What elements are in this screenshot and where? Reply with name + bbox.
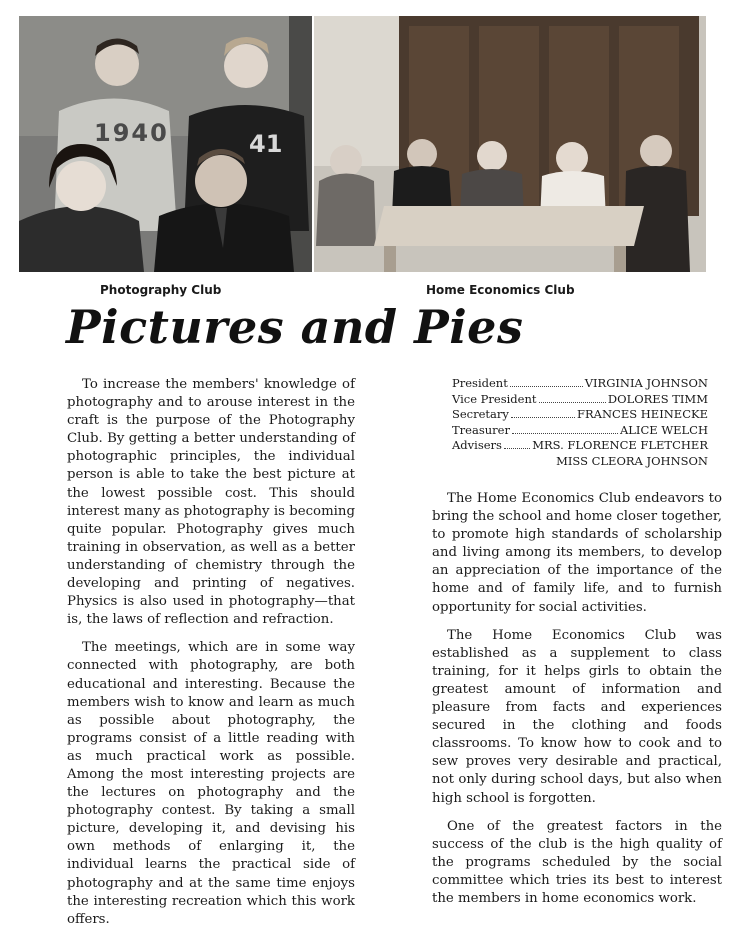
officer-name: FRANCES HEINECKE bbox=[577, 407, 708, 422]
page-headline: Pictures and Pies bbox=[66, 300, 524, 354]
officer-row bbox=[452, 423, 708, 439]
officer-role: Vice President bbox=[452, 391, 537, 406]
photography-club-photo bbox=[19, 16, 312, 272]
home-ec-paragraph-2: The Home Economics Club was established as a supplement to class training, for it helps girls to obtain the greatest amount of information and pleasure from facts and experiences secured in the clothing and foods classrooms. To know how to cook and to sew proves very desirable and practical, not only during school days, but also when high school is forgotten. bbox=[432, 627, 722, 806]
home-ec-paragraph-1: The Home Economics Club endeavors to bring the school and home closer together, to promote high standards of scholarship and living among its members, to develop an appreciation of the importance of the home and of family life, and to furnish opportunity for social activities. bbox=[432, 491, 722, 615]
home-economics-club-caption: Home Economics Club bbox=[426, 283, 575, 297]
officer-row bbox=[452, 392, 708, 408]
photography-club-caption: Photography Club bbox=[100, 283, 222, 297]
officer-role: Treasurer bbox=[452, 422, 510, 437]
officer-name: ALICE WELCH bbox=[619, 422, 708, 437]
officer-name: VIRGINIA JOHNSON bbox=[584, 376, 708, 390]
officer-row bbox=[452, 376, 708, 392]
home-economics-club-photo-art bbox=[314, 16, 706, 272]
sweater-lettering-41: 41 bbox=[249, 130, 283, 158]
officer-role: Secretary bbox=[452, 407, 509, 422]
officer-row bbox=[452, 438, 708, 454]
officers-list bbox=[452, 376, 708, 470]
photography-club-text bbox=[67, 376, 355, 939]
home-economics-club-photo bbox=[314, 16, 706, 272]
photography-paragraph-2: The meetings, which are in some way connected with photography, are both educational and interesting. Because the members wish to know and learn as much as possible about photography, the programs consist of a little reading with as much practical work as possible. Among the most interesting projects are the lectures on photography and the photography contest. By taking a small picture, developing it, and devising his own methods of enlarging it, the individual learns the practical side of photography and at the same time enjoys the interesting recreation which this work offers. bbox=[67, 640, 355, 927]
officer-name: DOLORES TIMM bbox=[607, 391, 708, 406]
officer-row bbox=[452, 407, 708, 423]
sweater-lettering-1940: 1940 bbox=[94, 119, 169, 147]
home-ec-paragraph-3: One of the greatest factors in the success of the club is the high quality of the programs scheduled by the social committee which tries its best to interest the members in home economics work. bbox=[432, 818, 722, 906]
officer-name-extra: MISS CLEORA JOHNSON bbox=[556, 453, 708, 468]
officer-role: President bbox=[452, 376, 508, 390]
photography-paragraph-1: To increase the members' knowledge of photography and to arouse interest in the craft is the purpose of the Photography Club. By getting a better understanding of photographic principles, the individual person is able to take the best picture at the lowest possible cost. This should interest many as photography is becoming quite popular. Photography gives much training in observation, as well as a better understanding of chemistry through the developing and printing of negatives. Physics is also used in photography—that is, the laws of reflection and refraction. bbox=[67, 377, 355, 628]
officer-name: MRS. FLORENCE FLETCHER bbox=[532, 438, 708, 453]
home-economics-club-text bbox=[432, 490, 722, 918]
officer-role: Advisers bbox=[452, 438, 502, 453]
